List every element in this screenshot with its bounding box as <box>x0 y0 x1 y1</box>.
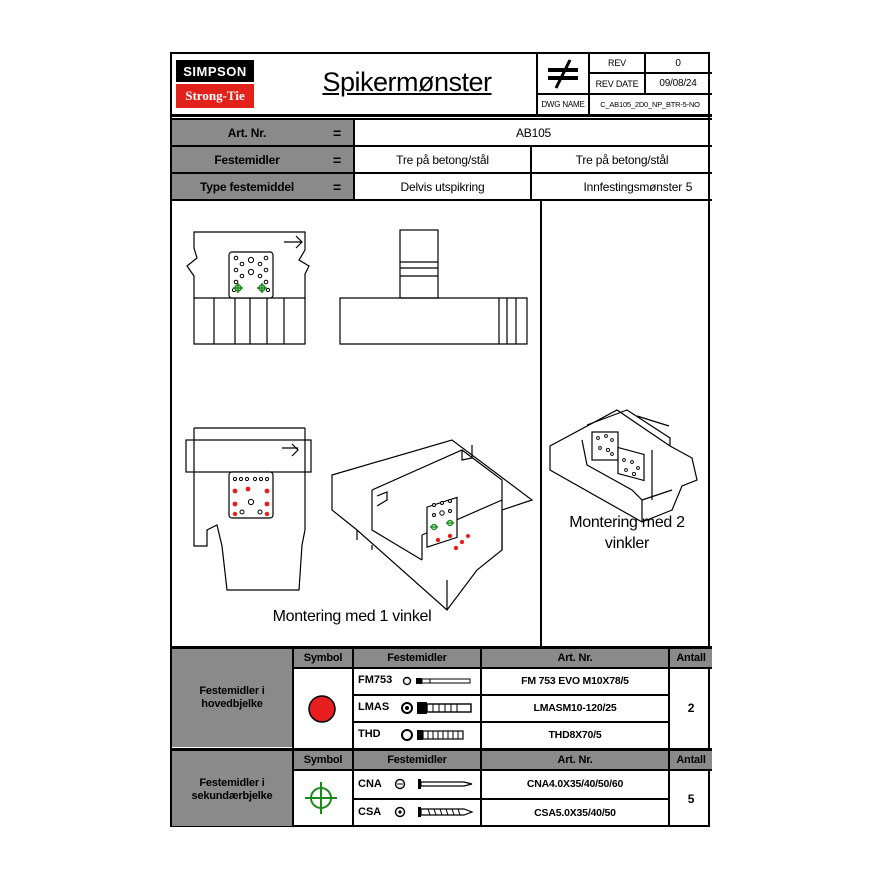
table1-group-line2: hovedbjelke <box>201 698 263 710</box>
fastener-name: CNA <box>358 778 382 790</box>
table2-col-antall: Antall <box>676 754 706 766</box>
dwg-value: C_AB105_2D0_NP_BTR-5-NO <box>600 99 700 109</box>
art-nr-equals: = <box>333 124 341 141</box>
table-row <box>354 770 480 798</box>
caption-two-angles <box>552 512 702 556</box>
type-right-label: Innfestingsmønster <box>583 179 682 194</box>
type-equals: = <box>333 178 341 195</box>
festemidler-left: Tre på betong/stål <box>396 152 489 167</box>
table1-row1-art: FM 753 EVO M10X78/5 <box>521 675 629 687</box>
art-nr-value: AB105 <box>515 125 552 140</box>
rev-date-value: 09/08/24 <box>659 78 697 89</box>
front-view-2-drawing <box>186 428 311 590</box>
side-view-drawing <box>340 230 527 344</box>
caption-one-angle: Montering med 1 vinkel <box>272 608 432 625</box>
red-dot-icon <box>307 694 337 724</box>
table2-col-art: Art. Nr. <box>557 754 593 766</box>
rev-value: 0 <box>675 57 681 69</box>
fastener-name: THD <box>358 728 381 740</box>
table1-group-line1: Festemidler i <box>199 685 265 697</box>
type-right-value: 5 <box>685 179 693 194</box>
table2-quantity: 5 <box>687 792 695 806</box>
festemidler-equals: = <box>333 151 341 168</box>
table1-row2-art: LMASM10-120/25 <box>533 702 617 714</box>
festemidler-right: Tre på betong/stål <box>575 152 669 167</box>
table2-col-fest: Festemidler <box>387 754 447 766</box>
rev-date-label: REV DATE <box>595 78 639 89</box>
green-crosshair-icon <box>303 780 339 816</box>
table1-col-art: Art. Nr. <box>557 652 593 664</box>
table1-col-fest: Festemidler <box>387 652 447 664</box>
table1-col-symbol: Symbol <box>303 652 343 664</box>
table2-col-symbol: Symbol <box>303 754 343 766</box>
brand-logo <box>176 60 254 108</box>
fastener-name: LMAS <box>358 701 390 713</box>
table-row <box>354 799 480 826</box>
rev-label: REV <box>608 58 626 68</box>
brand-logo-bottom: Strong-Tie <box>176 84 254 108</box>
table-row <box>354 668 480 694</box>
table1-col-antall: Antall <box>676 652 706 664</box>
front-view-drawing <box>187 232 309 344</box>
caption-two-line2: vinkler <box>604 535 650 552</box>
art-nr-label: Art. Nr. <box>227 125 267 140</box>
table2-group-line2: sekundærbjelke <box>191 790 273 802</box>
table-row <box>354 722 480 748</box>
screw-anchor-icon <box>400 726 466 744</box>
hex-bolt-icon <box>400 699 474 717</box>
page-title: Spikermønster <box>322 66 492 97</box>
table2-group-label <box>172 770 292 810</box>
technical-drawings <box>172 200 708 646</box>
iso-view-two-drawing <box>550 410 697 522</box>
screw-icon <box>392 804 476 820</box>
anchor-bolt-icon <box>402 675 474 687</box>
fastener-name: FM753 <box>358 674 393 686</box>
not-equal-icon <box>544 58 582 90</box>
festemidler-label: Festemidler <box>214 152 280 167</box>
table1-row3-art: THD8X70/5 <box>548 729 602 741</box>
fastener-name: CSA <box>358 806 382 818</box>
brand-logo-top: SIMPSON <box>176 60 254 82</box>
caption-two-line1: Montering med 2 <box>569 514 685 531</box>
dwg-label: DWG NAME <box>541 99 585 109</box>
table2-group-line1: Festemidler i <box>199 777 265 789</box>
table1-quantity: 2 <box>687 701 695 715</box>
type-label: Type festemiddel <box>200 179 294 194</box>
drawing-sheet <box>170 52 710 827</box>
table2-row2-art: CSA5.0X35/40/50 <box>534 806 616 819</box>
table2-row1-art: CNA4.0X35/40/50/60 <box>526 778 624 790</box>
type-left: Delvis utspikring <box>400 179 485 194</box>
nail-icon <box>392 776 476 792</box>
table1-group-label <box>172 649 292 747</box>
table-row <box>354 695 480 721</box>
